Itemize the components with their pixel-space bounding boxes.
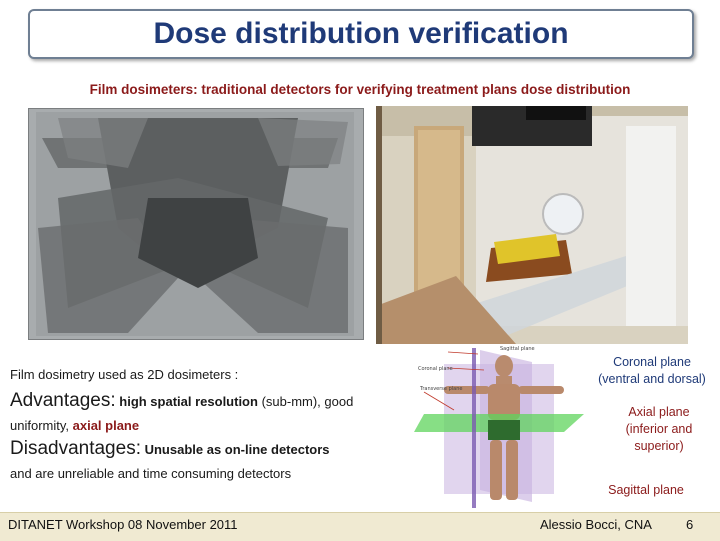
advantages-line	[10, 390, 353, 412]
body-line-1: Film dosimetry used as 2D dosimeters :	[10, 367, 239, 382]
body-line-3	[10, 418, 139, 433]
slide-subtitle: Film dosimeters: traditional detectors for verifying treatment plans dose distribution	[89, 82, 631, 97]
treatment-room-photo	[376, 106, 688, 344]
coronal-plane-label	[584, 354, 720, 388]
axial-plane-detail: (inferior and	[625, 421, 693, 436]
disadvantages-heading: Disadvantages:	[10, 438, 141, 459]
disadvantages-line	[10, 438, 330, 460]
axial-plane-detail-2: superior)	[634, 438, 684, 453]
disadvantages-text: Unusable as on-line detectors	[144, 442, 330, 457]
body-line-5: and are unreliable and time consuming detectors	[10, 466, 292, 481]
coronal-plane-detail: (ventral and dorsal)	[598, 371, 706, 386]
advantages-heading: Advantages:	[10, 390, 116, 411]
uniformity-text: uniformity,	[10, 418, 69, 433]
footer-author: Alessio Bocci, CNA	[540, 517, 652, 532]
coronal-tag: Coronal plane	[418, 366, 453, 372]
slide-title: Dose distribution verification	[153, 17, 569, 50]
footer-event: DITANET Workshop 08 November 2011	[8, 517, 238, 532]
title-box	[28, 9, 694, 59]
axial-plane-text: axial plane	[72, 418, 140, 433]
axial-plane-label	[594, 404, 720, 455]
coronal-plane-title: Coronal plane	[613, 355, 691, 369]
advantages-paren: (sub-mm), good	[261, 394, 354, 409]
axial-plane-title: Axial plane	[628, 405, 690, 419]
anatomical-planes-figure	[414, 344, 588, 510]
advantages-text: high spatial resolution	[119, 394, 258, 409]
film-dosimetry-image	[28, 108, 364, 340]
sagittal-tag: Sagittal plane	[500, 346, 535, 352]
page-number: 6	[686, 517, 694, 532]
transverse-tag: Transverse plane	[420, 386, 463, 392]
sagittal-plane-label: Sagittal plane	[608, 483, 684, 497]
